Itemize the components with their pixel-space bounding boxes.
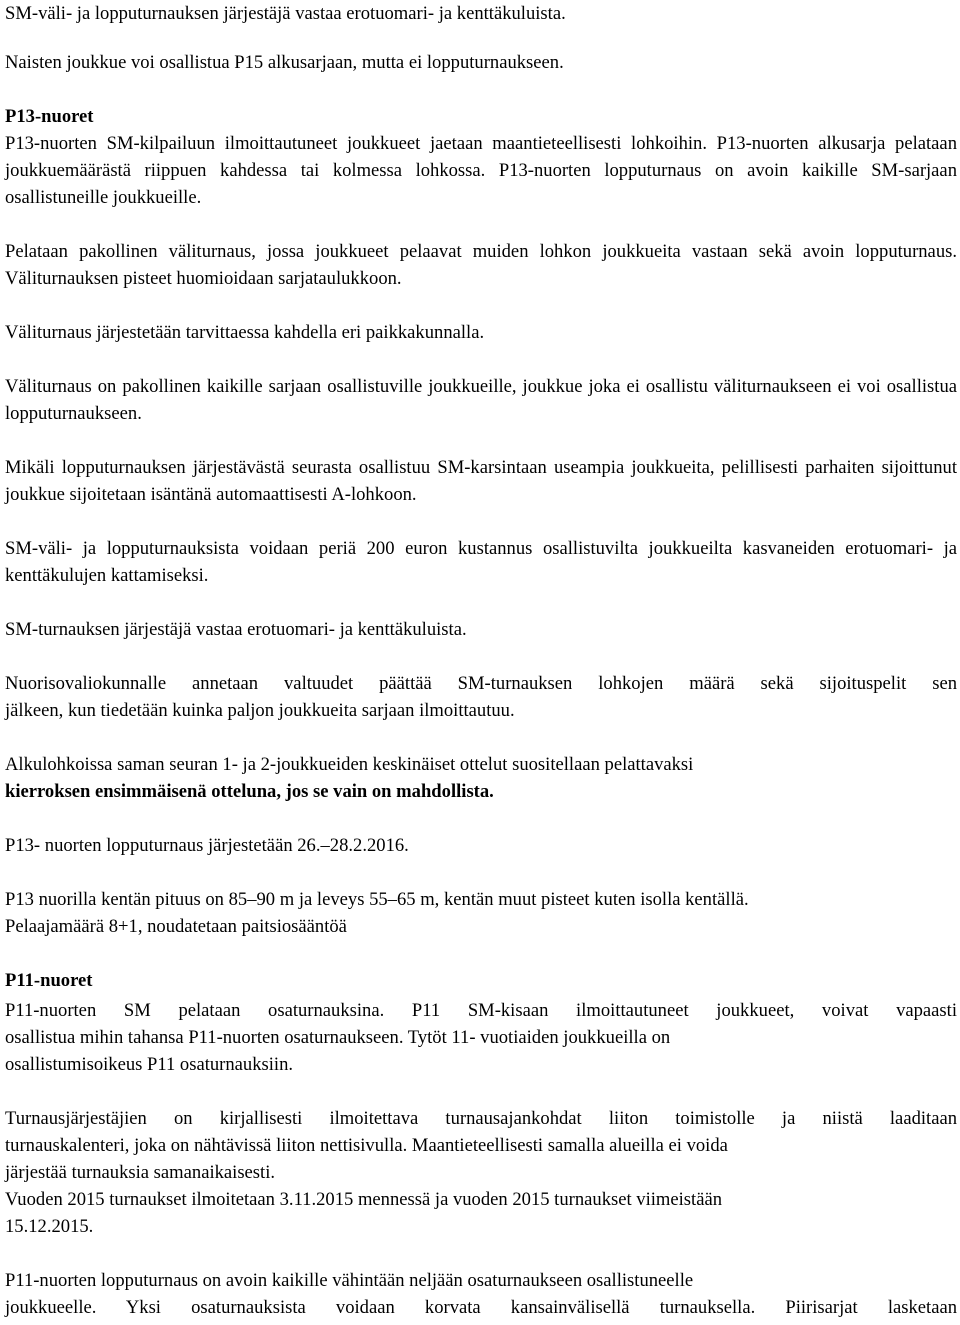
paragraph-line: osallistumisoikeus P11 osaturnauksiin. bbox=[5, 1054, 294, 1075]
paragraph-sm-organizer-costs: SM-turnauksen järjestäjä vastaa erotuomari- ja kenttäkuluista. bbox=[5, 619, 467, 640]
paragraph-line: Pelaajamäärä 8+1, noudatetaan paitsiosääntöä bbox=[5, 916, 347, 937]
paragraph-p11-final bbox=[5, 1267, 957, 1321]
heading-p13: P13-nuoret bbox=[5, 106, 94, 127]
paragraph-line-bold: kierroksen ensimmäisenä otteluna, jos se vain on mahdollista. bbox=[5, 781, 494, 802]
paragraph-youth-committee bbox=[5, 670, 957, 724]
paragraph-line: turnauskalenteri, joka on nähtävissä liiton nettisivulla. Maantieteellisesti samalla alueilla ei voida bbox=[5, 1135, 728, 1156]
paragraph-p13-final-date: P13- nuorten lopputurnaus järjestetään 26.–28.2.2016. bbox=[5, 835, 409, 856]
paragraph-line: järjestää turnauksia samanaikaisesti. bbox=[5, 1162, 276, 1183]
paragraph-line: Nuorisovaliokunnalle annetaan valtuudet päättää SM-turnauksen lohkojen määrä sekä sijoituspelit sen bbox=[5, 673, 957, 694]
paragraph-host-club: Mikäli lopputurnauksen järjestävästä seurasta osallistuu SM-karsintaan useampia joukkueita, pelillisesti parhaiten sijoittunut joukkue sijoitetaan isäntänä automaattisesti A-lohkoon. bbox=[5, 457, 957, 505]
paragraph-line: P11-nuorten SM pelataan osaturnauksina. P11 SM-kisaan ilmoittautuneet joukkueet, voivat vapaasti bbox=[5, 1000, 957, 1021]
paragraph-p13-groups: P13-nuorten SM-kilpailuun ilmoittautuneet joukkueet jaetaan maantieteellisesti lohkoihin. P13-nuorten alkusarja pelataan joukkuemäärästä riippuen kahdessa tai kolmessa lohkossa. P13-nuorten lopputurnaus on avoin kaikille SM-sarjaan osallistuneille joukkueille. bbox=[5, 133, 957, 208]
paragraph-line: Alkulohkoissa saman seuran 1- ja 2-joukkueiden keskinäiset ottelut suositellaan pelattavaksi bbox=[5, 754, 694, 775]
paragraph-line: joukkueelle. Yksi osaturnauksista voidaan korvata kansainvälisellä turnauksella. Piirisarjat lasketaan bbox=[5, 1297, 957, 1318]
paragraph-women-team: Naisten joukkue voi osallistua P15 alkusarjaan, mutta ei lopputurnaukseen. bbox=[5, 52, 564, 73]
paragraph-interim-mandatory-all: Väliturnaus on pakollinen kaikille sarjaan osallistuville joukkueille, joukkue joka ei osallistu väliturnaukseen ei voi osallistua lopputurnaukseen. bbox=[5, 376, 957, 424]
paragraph-line: jälkeen, kun tiedetään kuinka paljon joukkueita sarjaan ilmoittautuu. bbox=[5, 700, 515, 721]
paragraph-line: Vuoden 2015 turnaukset ilmoitetaan 3.11.2015 mennessä ja vuoden 2015 turnaukset viimeistään bbox=[5, 1189, 723, 1210]
paragraph-fee: SM-väli- ja lopputurnauksista voidaan periä 200 euron kustannus osallistuvilta joukkueilta kasvaneiden erotuomari- ja kenttäkulujen kattamiseksi. bbox=[5, 538, 957, 586]
paragraph-mandatory-interim: Pelataan pakollinen väliturnaus, jossa joukkueet pelaavat muiden lohkon joukkueita vastaan sekä avoin lopputurnaus. Väliturnauksen pisteet huomioidaan sarjataulukkoon. bbox=[5, 241, 957, 289]
paragraph-line: 15.12.2015. bbox=[5, 1216, 94, 1237]
paragraph-p13-field-size bbox=[5, 886, 957, 940]
paragraph-same-club-matches bbox=[5, 751, 957, 805]
paragraph-tournament-registration bbox=[5, 1105, 957, 1240]
paragraph-line: P11-nuorten lopputurnaus on avoin kaikille vähintään neljään osaturnaukseen osallistuneelle bbox=[5, 1270, 694, 1291]
paragraph-interim-locations: Väliturnaus järjestetään tarvittaessa kahdella eri paikkakunnalla. bbox=[5, 322, 485, 343]
paragraph-line: osallistua mihin tahansa P11-nuorten osaturnaukseen. Tytöt 11- vuotiaiden joukkueilla on bbox=[5, 1027, 671, 1048]
heading-p11: P11-nuoret bbox=[5, 970, 93, 991]
paragraph-line: P13 nuorilla kentän pituus on 85–90 m ja leveys 55–65 m, kentän muut pisteet kuten isolla kentällä. bbox=[5, 889, 749, 910]
paragraph-p11-tournaments bbox=[5, 997, 957, 1078]
paragraph-line: Turnausjärjestäjien on kirjallisesti ilmoitettava turnausajankohdat liiton toimistolle ja niistä laaditaan bbox=[5, 1108, 957, 1129]
paragraph-sm-referee-costs-intro: SM-väli- ja lopputurnauksen järjestäjä vastaa erotuomari- ja kenttäkuluista. bbox=[5, 3, 566, 24]
